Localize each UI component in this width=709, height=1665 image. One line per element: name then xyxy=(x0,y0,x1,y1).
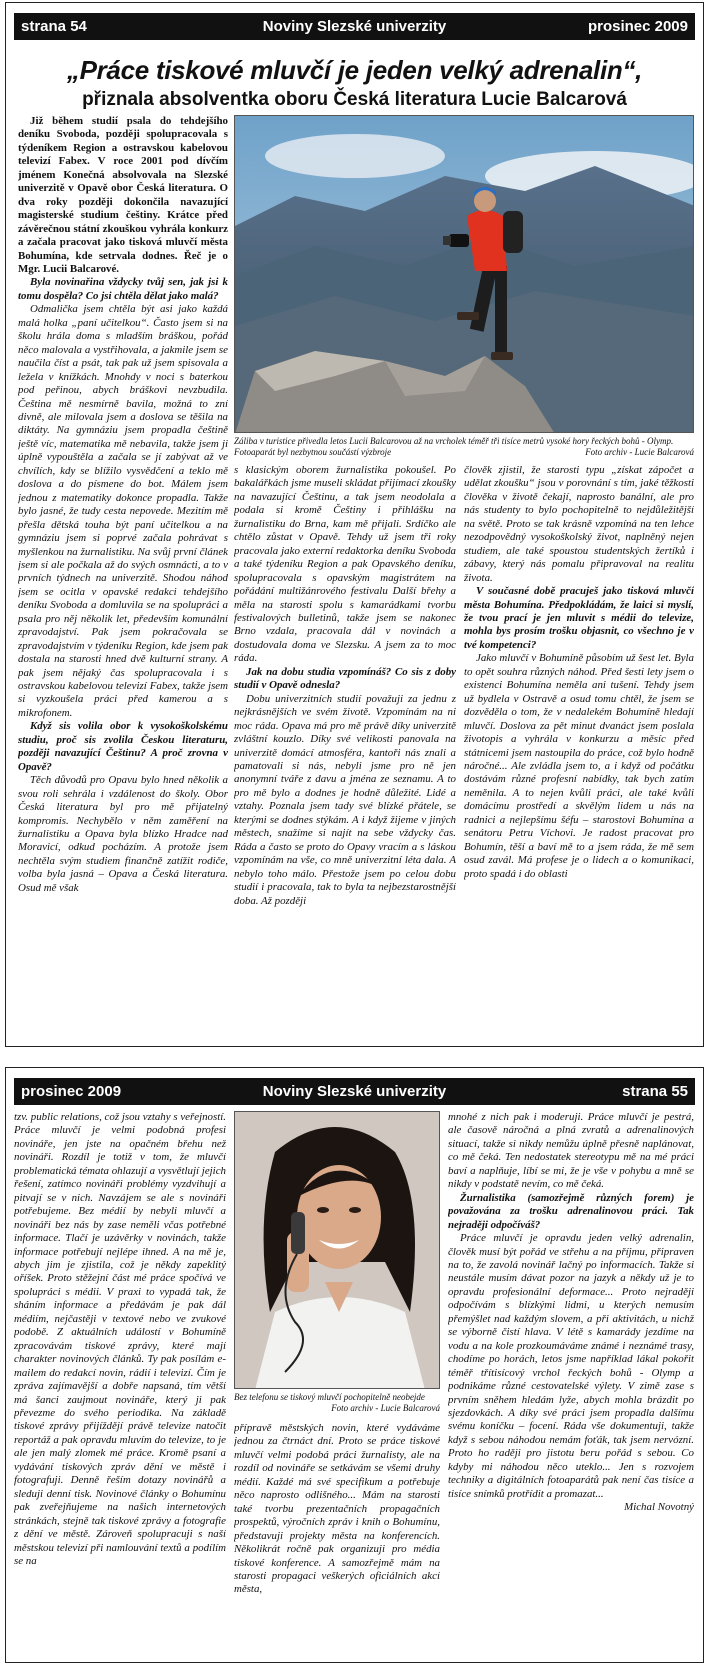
article-subtitle: přiznala absolventka oboru Česká literatura Lucie Balcarová xyxy=(82,89,627,110)
article-column-2 xyxy=(234,1422,440,1659)
page-number: strana 54 xyxy=(21,18,87,35)
interview-answer: s klasickým oborem žurnalistika pokoušel. Po bakalářkách jsme museli skládat přijímací zkoušky na navazující Češtinu, a tak jsem neodolala a podala si kromě Češtiny i přihlášku na žurnalistiku do Brna, kam mě přijali. Srdíčko ale chtělo zůstat v Opavě. Tehdy už jsem tři roky pracovala jako externí redaktorka deníku Svoboda a také týdeníku Region a pak Opavského deníku, spolupracovala s opavským magistrátem na pořádání multižánrového festivalu Další břehy a měla na starosti spolu s kamarádkami tvorbu festivalových bulletinů, takže jsem se nakonec Brno vzdala, pracovala dál v novinách a dostudovala doma ve Slezsku. A jsem za to moc ráda. xyxy=(234,464,456,665)
issue-date: prosinec 2009 xyxy=(587,18,688,35)
article-column-2 xyxy=(234,464,456,1043)
portrait-photo xyxy=(234,1111,440,1389)
interview-answer: mnohé z nich pak i moderuji. Práce mluvčí je pestrá, ale časově náročná a plná zvratů a adrenalinových situací, takže si nikdy nemůžu úplně přesně naplánovat, co mě čeká. Ten nedostatek stereotypu mě na mé práci baví a naplňuje, líbí se mi, že je vše v pohybu a mně se nikdy v podstatě nevím, co mě čeká. xyxy=(448,1111,694,1191)
newspaper-page-55 xyxy=(5,1067,704,1663)
newspaper-name: Noviny Slezské univerzity xyxy=(262,1083,447,1100)
article-column-1 xyxy=(14,1111,226,1659)
caption-text: Bez telefonu se tiskový mluvčí pochopitelně neobejde xyxy=(234,1392,425,1402)
page-header xyxy=(14,1078,695,1105)
article-lead: Již během studií psala do tehdejšího deníku Svoboda, později spolupracovala s týdeníkem Region a ostravskou kabelovou televizí Fabex. V roce 2001 pod dívčím jménem Konečná absolvovala na Slezské univerzitě v Opavě obor Česká literatura. O dva roky později dokončila navazující magisterské studium češtiny. Krátce před závěrečnou státní zkouškou vyhrála konkurz a začala pracovat jako tisková mluvčí města Bohumína, kde setrvala dodnes. Řeč je o Mgr. Lucii Balcarové. xyxy=(18,115,228,275)
author-signature: Michal Novotný xyxy=(624,1501,694,1514)
photo-credit: Foto archiv - Lucie Balcarová xyxy=(331,1403,440,1413)
interview-answer: člověk zjistil, že starosti typu „získat zápočet a udělat zkoušku“ jsou v porovnání s tím, jaké těžkosti člověka v životě čekají, naprosto banální, ale pro nás studenty to bylo pochopitelně to nejdůležitější na světě. Proto se tak krásně vzpomíná na ten lehce nezodpovědný vysokoškolský život, naplněný nejen studiem, ale také spoustou studentských žertíků i zábavy, který nás pomalu připravoval na realitu života. xyxy=(464,464,694,584)
interview-answer: Práce mluvčí je opravdu jeden velký adrenalin, člověk musí být pořád ve střehu a na příjmu, připraven na to, že zavolá novinář lačný po informacích. Takže si neustále musím dávat pozor na jazyk a někdy už je to opravdu profesionální deformace... Proto nejraději odpočívám s blízkými lidmi, u kterých nemusím přemýšlet nad každým slovem, a při aktivitách, u nichž se výborně čistí hlava. V létě s kamarády jezdíme na vodu a na kole prozkoumáváme známé i neznámé trasy, chodíme po horách, letos jsme například lákal pokořit téměř třítisícový vrchol řeckých bohů - Olymp a podnikáme různé cestovatelské výlety. V zimě zase s prvním sněhem hledám lyže, abych mohla brázdit po sjezdovkách. A díky své práci jsem propadla dalšímu svému koníčku – focení. Ráda vše dokumentuji, takže když s sebou náhodou nemám foťák, tak jsem nervózní. Proto ho raději pro jistotu beru pořád s sebou. Co kdyby mi náhodou něco uteklo... Jen s rozvojem techniky a digitálních fotoaparátů pak není čas tisíce a tisíce snímků protřídit a promazat... xyxy=(448,1232,694,1500)
page-header xyxy=(14,13,695,40)
interview-answer: přípravě městských novin, které vydáváme jednou za čtrnáct dní. Proto se práce tiskové mluvčí velmi podobá práci žurnalisty, ale na rozdíl od novináře se setkávám se všemi druhy médií. Každé má své specifikum a potřebuje něco naprosto odlišného... Mám na starosti také tvorbu prezentačních propagačních prospektů, výročních zpráv i knih o Bohumínu, představuji projekty města na konferencích. Několikrát ročně pak organizuji pro média tiskové konference. A samozřejmě mám na starosti propagaci veškerých oficiálních akcí města, xyxy=(234,1422,440,1596)
hiker-photo xyxy=(234,115,694,433)
interview-answer: Jako mluvčí v Bohumíně působím už šest let. Byla to opět souhra různých náhod. Před šesti lety jsem o existenci Bohumína neměla ani tušení. Tehdy jsem už bydlela v Ostravě a osud tomu chtěl, že jsem se dozvěděla o tom, že v nedalekém Bohumíně hledají mluvčí. Doslova za pět minut dvanáct jsem poslala životopis a vyhrála v konkurzu a měsíc před státnicemi jsem nastoupila do práce, což bylo hodně náročné... Ale zvládla jsem to, a i když od počátku dostávám různé profesní nabídky, tak bych zatím neměnila. A to nejen kvůli práci, ale také kvůli domácímu prostředí a skvělým lidem u nás na radnici a nejlepšímu šéfu – starostovi Bohumína a senátoru Petru Víchovi. Je radost pracovat pro Bohumín, těší a baví mě to a jsem ráda, že mě sem osud zavál. Má profese je o lidech a o komunikaci, proto spadá i do oblasti xyxy=(464,652,694,880)
interview-question: Když sis volila obor k vysokoškolskému studiu, proč sis zvolila Českou literaturu, později navazující Češtinu? A proč zrovna v Opavě? xyxy=(18,720,228,773)
article-column-3 xyxy=(464,464,694,1043)
interview-question: Žurnalistika (samozřejmě různých forem) je považována za trošku adrenalinovou práci. Tak nejraději odpočíváš? xyxy=(448,1191,694,1231)
issue-date: prosinec 2009 xyxy=(21,1083,122,1100)
interview-question: Jak na dobu studia vzpomínáš? Co sis z doby studií v Opavě odnesla? xyxy=(234,665,456,692)
mountain-summit-illustration xyxy=(235,116,694,433)
article-title: „Práce tiskové mluvčí je jeden velký adrenalin“, xyxy=(66,55,643,85)
interview-answer: tzv. public relations, což jsou vztahy s veřejností. Práce mluvčí je velmi podobná profesi novináře, jen jste na opačném břehu než novináři. Rozdíl je totiž v tom, že mluvčí problematická témata ohlazují a vysvětlují jejich řešení, zatímco novináři problémy vyzdvihují a pitvají se v nich. Navzájem se ale s novináři potřebujeme. Bez médií by nebyli mluvčí a novináři bez nás by zase neměli včas potřebné informace. Tlačí je uzávěrky v novinách, takže informace potřebují nejlépe ihned. A na mě je, abych jim je zjistila, což je někdy zapeklitý oříšek. Proto stěžejní část mé práce spočívá ve spolupráci s médii. V praxi to vypadá tak, že sháním informace a předávám je pak dál médiím, nejčastěji v textové nebo ve zvukové podobě. Z aktuálních událostí v Bohumíně zpracovávám tiskové zprávy, které mají charakter novinových článků. Ty pak posílám e-mailem do redakcí novin, rádií i televizí. Čím je zpráva zajímavější a dobře napsaná, tím větší má šanci zaujmout novináře, který ji pak převezme do svého periodika. Na základě tiskové zprávy přijíždějí právě televize natočit reportáž a pak opravdu mluvím do televize, to je ale jen malý zlomek mé práce. Kromě psaní a vydávání tiskových zpráv dění ve městě i fotografuji. Denně řeším dotazy novinářů a sleduji denní tisk. Novinové články o Bohumínu pak zveřejňujeme na našich internetových stránkách, stejně tak tiskové zprávy a fotografie z dění ve městě. Zároveň spolupracuji s naší městskou televizí při namlouvání textů a podílím se na xyxy=(14,1111,226,1567)
woman-on-phone-illustration xyxy=(235,1112,440,1389)
photo-caption xyxy=(234,1392,440,1418)
caption-text: Záliba v turistice přivedla letos Lucii Balcarovou až na vrcholek téměř tři tisíce metrů vysoké hory řeckých bohů - Olymp. Fotoaparát byl nezbytnou součástí výzbroje xyxy=(234,436,674,457)
newspaper-page-54 xyxy=(5,2,704,1047)
interview-question: Byla novinařina vždycky tvůj sen, jak jsi k tomu dospěla? Co jsi chtěla dělat jako malá? xyxy=(18,276,228,302)
interview-answer: Odmalička jsem chtěla být asi jako každá malá holka „paní učitelkou“. Často jsem si na školu hrála doma s mladším bráškou, pořád něco malovala a vystřihovala, a jakmile jsem se naučila číst a psát, tak pak už jsem spisovala a ležela v knížkách. Mnohdy v noci s baterkou pod peřinou, abych bráškovi nevzbudila. Čeština mě nesmírně bavila, možná to zní divně, ale milovala jsem a doslova se těšila na diktáty. Na gymnáziu jsem propadla češtině ještě víc, matematika mě nebavila, takže jsem ji úplně vypouštěla a začala se jí zabývat až ve chvílích, kdy se blížilo vysvědčení a teklo mě doslova a do písmene do bot. Málem jsem jednou z matematiky dokonce propadla. Takže bylo jasné, že tudy cesta nepovede. Mezitím mě přešla dětská touha být paní učitelkou a na gymnáziu jsem si poprvé začala pohrávat s myšlenkou na žurnalistiku. Na svůj první článek jsem si ale počkala až do svých osmnácti, a to v prvních týdnech na univerzitě. Shodou náhod jsem se ocitla v opavské redakci tehdejšího deníku Svoboda a domluvila se na spolupráci a psala pro něj několik let, především komunální zpravodajství. Pak jsem pokračovala se zpravodajstvím v týdeníku Region, kde jsem pak dostala na starosti hned dvě kulturní strany. A pak jsem nějaký čas spolupracovala i s ostravskou kabelovou televizí Fabex, takže jsem si vyzkoušela práci před kamerou a s mikrofonem. xyxy=(18,303,228,719)
article-column-3 xyxy=(448,1111,694,1659)
page-number: strana 55 xyxy=(622,1083,688,1100)
interview-answer: Těch důvodů pro Opavu bylo hned několik a svou roli sehrála i vzdálenost do školy. Obor Česká literatura byl pro mě přijatelný kompromis. Nechybělo v něm zaměření na žurnalistiku a Opava byla blízko Hradce nad Moravicí, odkud pocházím. A protože jsem nechtěla svým studiem finančně zatížit rodiče, volba byla jasná – Opava a Česká literatura. Osud mě však xyxy=(18,774,228,894)
interview-question: V současné době pracuješ jako tisková mluvčí města Bohumína. Předpokládám, že laici si myslí, že tvou prací je jen mluvit s médii do televize, mohla bys prosím trošku objasnit, co všechno je v tvé kompetenci? xyxy=(464,585,694,651)
newspaper-name: Noviny Slezské univerzity xyxy=(262,18,447,35)
photo-caption xyxy=(234,436,694,462)
article-column-1 xyxy=(18,115,228,1043)
interview-answer: Dobu univerzitních studií považuji za jednu z nejkrásnějších ve svém životě. Vzpomínám na ni moc ráda. Opava má pro mě právě díky univerzitě zvláštní kouzlo. Díky své velikosti panovala na univerzitě domácí atmosféra, kantoři nás znali a pamatovali si nás, nebyli jsme pro ně jen anonymní tváře z davu a jména ze seznamu. A to pro mě bylo a dodnes je hodně důležité. Lidé a vztahy. Poznala jsem tady své blízké přátele, se kterými se dodnes stýkám. A i když žijeme v jiných městech, snažíme si najít na sebe vždycky čas. Ráda a často se proto do Opavy vracím a s láskou vzpomínám na vše, co mně univerzitní léta dala. A nebylo toho málo. Přestože jsem po celou dobu studií i pracovala, tak to byla ta nejbezstarostnější doba. Až později xyxy=(234,692,456,907)
photo-credit: Foto archiv - Lucie Balcarová xyxy=(585,447,694,457)
